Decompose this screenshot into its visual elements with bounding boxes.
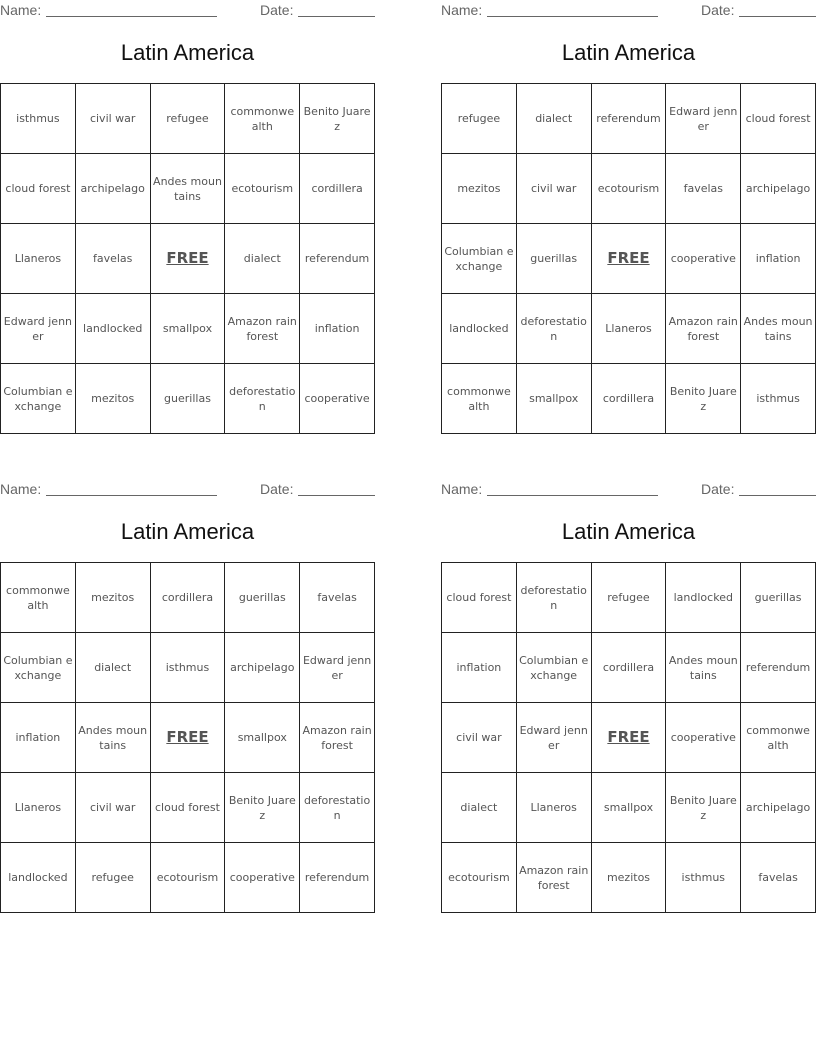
bingo-cell: guerillas	[151, 364, 226, 434]
bingo-cell: Edward jenner	[666, 84, 741, 154]
bingo-cell: Andes mountains	[741, 294, 816, 364]
bingo-cell: Benito Juarez	[666, 364, 741, 434]
bingo-cell: ecotourism	[225, 154, 300, 224]
bingo-grid	[441, 83, 816, 434]
bingo-cell: favelas	[300, 563, 375, 633]
bingo-cell: mezitos	[76, 563, 151, 633]
bingo-cell: cloud forest	[151, 773, 226, 843]
bingo-cell: Benito Juarez	[300, 84, 375, 154]
bingo-cell: archipelago	[76, 154, 151, 224]
bingo-cell: dialect	[442, 773, 517, 843]
bingo-grid	[0, 562, 375, 913]
date-blank-line	[298, 495, 375, 496]
bingo-cell: mezitos	[76, 364, 151, 434]
bingo-cell: cordillera	[151, 563, 226, 633]
bingo-cell: smallpox	[592, 773, 667, 843]
bingo-cell: Columbian exchange	[1, 633, 76, 703]
bingo-cell: deforestation	[225, 364, 300, 434]
card-title: Latin America	[561, 40, 696, 65]
free-space-cell: FREE	[592, 224, 667, 294]
bingo-cell: Llaneros	[1, 224, 76, 294]
bingo-cell: commonwealth	[1, 563, 76, 633]
bingo-cell: Columbian exchange	[517, 633, 592, 703]
bingo-cell: cordillera	[592, 364, 667, 434]
bingo-grid	[441, 562, 816, 913]
bingo-cell: Columbian exchange	[1, 364, 76, 434]
bingo-cell: Benito Juarez	[225, 773, 300, 843]
bingo-cell: landlocked	[1, 843, 76, 913]
card-title: Latin America	[561, 519, 696, 544]
bingo-cell: Llaneros	[592, 294, 667, 364]
bingo-cell: Amazon rain forest	[517, 843, 592, 913]
name-label: Name:	[441, 2, 483, 18]
name-blank-line	[46, 495, 217, 496]
bingo-cell: civil war	[517, 154, 592, 224]
bingo-cell: ecotourism	[151, 843, 226, 913]
bingo-cell: guerillas	[225, 563, 300, 633]
free-space-cell: FREE	[151, 224, 226, 294]
bingo-cell: commonwealth	[741, 703, 816, 773]
bingo-cell: isthmus	[741, 364, 816, 434]
bingo-cell: refugee	[76, 843, 151, 913]
bingo-cell: archipelago	[741, 154, 816, 224]
bingo-card-3	[0, 479, 375, 913]
name-label: Name:	[441, 481, 483, 497]
bingo-cell: cooperative	[300, 364, 375, 434]
date-label: Date:	[701, 481, 735, 497]
bingo-cell: favelas	[741, 843, 816, 913]
bingo-cell: deforestation	[300, 773, 375, 843]
card-title: Latin America	[120, 40, 255, 65]
name-blank-line	[46, 16, 217, 17]
bingo-cell: archipelago	[225, 633, 300, 703]
bingo-cell: commonwealth	[442, 364, 517, 434]
card-title: Latin America	[120, 519, 255, 544]
date-label: Date:	[260, 2, 294, 18]
bingo-cell: referendum	[300, 843, 375, 913]
bingo-cell: Edward jenner	[1, 294, 76, 364]
free-space-cell: FREE	[592, 703, 667, 773]
date-label: Date:	[260, 481, 294, 497]
bingo-cell: Llaneros	[517, 773, 592, 843]
bingo-cell: inflation	[300, 294, 375, 364]
name-date-header	[0, 0, 375, 22]
bingo-grid	[0, 83, 375, 434]
bingo-cell: landlocked	[442, 294, 517, 364]
date-blank-line	[298, 16, 375, 17]
bingo-cell: cloud forest	[442, 563, 517, 633]
bingo-cell: favelas	[76, 224, 151, 294]
bingo-cell: dialect	[517, 84, 592, 154]
date-blank-line	[739, 495, 816, 496]
bingo-cell: cordillera	[592, 633, 667, 703]
bingo-cell: civil war	[76, 84, 151, 154]
bingo-cell: cordillera	[300, 154, 375, 224]
free-space-cell: FREE	[151, 703, 226, 773]
bingo-cell: smallpox	[225, 703, 300, 773]
date-label: Date:	[701, 2, 735, 18]
bingo-cell: civil war	[442, 703, 517, 773]
bingo-cell: referendum	[592, 84, 667, 154]
bingo-cell: archipelago	[741, 773, 816, 843]
bingo-cell: landlocked	[76, 294, 151, 364]
name-date-header	[441, 479, 816, 501]
bingo-cell: ecotourism	[592, 154, 667, 224]
bingo-card-2	[441, 0, 816, 434]
bingo-card-4	[441, 479, 816, 913]
bingo-cell: Andes mountains	[666, 633, 741, 703]
bingo-cell: cooperative	[225, 843, 300, 913]
bingo-cell: refugee	[592, 563, 667, 633]
bingo-cell: isthmus	[151, 633, 226, 703]
bingo-cell: dialect	[225, 224, 300, 294]
bingo-cell: deforestation	[517, 294, 592, 364]
bingo-cell: favelas	[666, 154, 741, 224]
bingo-cell: Andes mountains	[76, 703, 151, 773]
bingo-cell: guerillas	[517, 224, 592, 294]
bingo-cell: cloud forest	[1, 154, 76, 224]
bingo-cell: cloud forest	[741, 84, 816, 154]
bingo-cell: cooperative	[666, 224, 741, 294]
bingo-cell: guerillas	[741, 563, 816, 633]
bingo-cell: civil war	[76, 773, 151, 843]
bingo-cell: smallpox	[151, 294, 226, 364]
date-blank-line	[739, 16, 816, 17]
name-label: Name:	[0, 2, 42, 18]
bingo-cell: landlocked	[666, 563, 741, 633]
bingo-cell: Edward jenner	[300, 633, 375, 703]
bingo-cell: inflation	[741, 224, 816, 294]
bingo-cell: isthmus	[666, 843, 741, 913]
bingo-cell: Amazon rain forest	[300, 703, 375, 773]
bingo-cell: cooperative	[666, 703, 741, 773]
bingo-cell: mezitos	[442, 154, 517, 224]
name-blank-line	[487, 495, 658, 496]
bingo-cell: Andes mountains	[151, 154, 226, 224]
bingo-cell: referendum	[300, 224, 375, 294]
bingo-cell: refugee	[442, 84, 517, 154]
bingo-cell: commonwealth	[225, 84, 300, 154]
name-blank-line	[487, 16, 658, 17]
bingo-cell: Amazon rain forest	[225, 294, 300, 364]
bingo-card-1	[0, 0, 375, 434]
bingo-cell: mezitos	[592, 843, 667, 913]
bingo-cell: Columbian exchange	[442, 224, 517, 294]
bingo-cell: referendum	[741, 633, 816, 703]
bingo-cell: Edward jenner	[517, 703, 592, 773]
name-date-header	[441, 0, 816, 22]
bingo-cell: Llaneros	[1, 773, 76, 843]
name-date-header	[0, 479, 375, 501]
bingo-cell: smallpox	[517, 364, 592, 434]
bingo-cell: refugee	[151, 84, 226, 154]
bingo-cell: deforestation	[517, 563, 592, 633]
bingo-cell: inflation	[442, 633, 517, 703]
bingo-cell: dialect	[76, 633, 151, 703]
name-label: Name:	[0, 481, 42, 497]
bingo-cell: Benito Juarez	[666, 773, 741, 843]
bingo-cell: ecotourism	[442, 843, 517, 913]
bingo-cell: isthmus	[1, 84, 76, 154]
bingo-cell: Amazon rain forest	[666, 294, 741, 364]
bingo-cell: inflation	[1, 703, 76, 773]
